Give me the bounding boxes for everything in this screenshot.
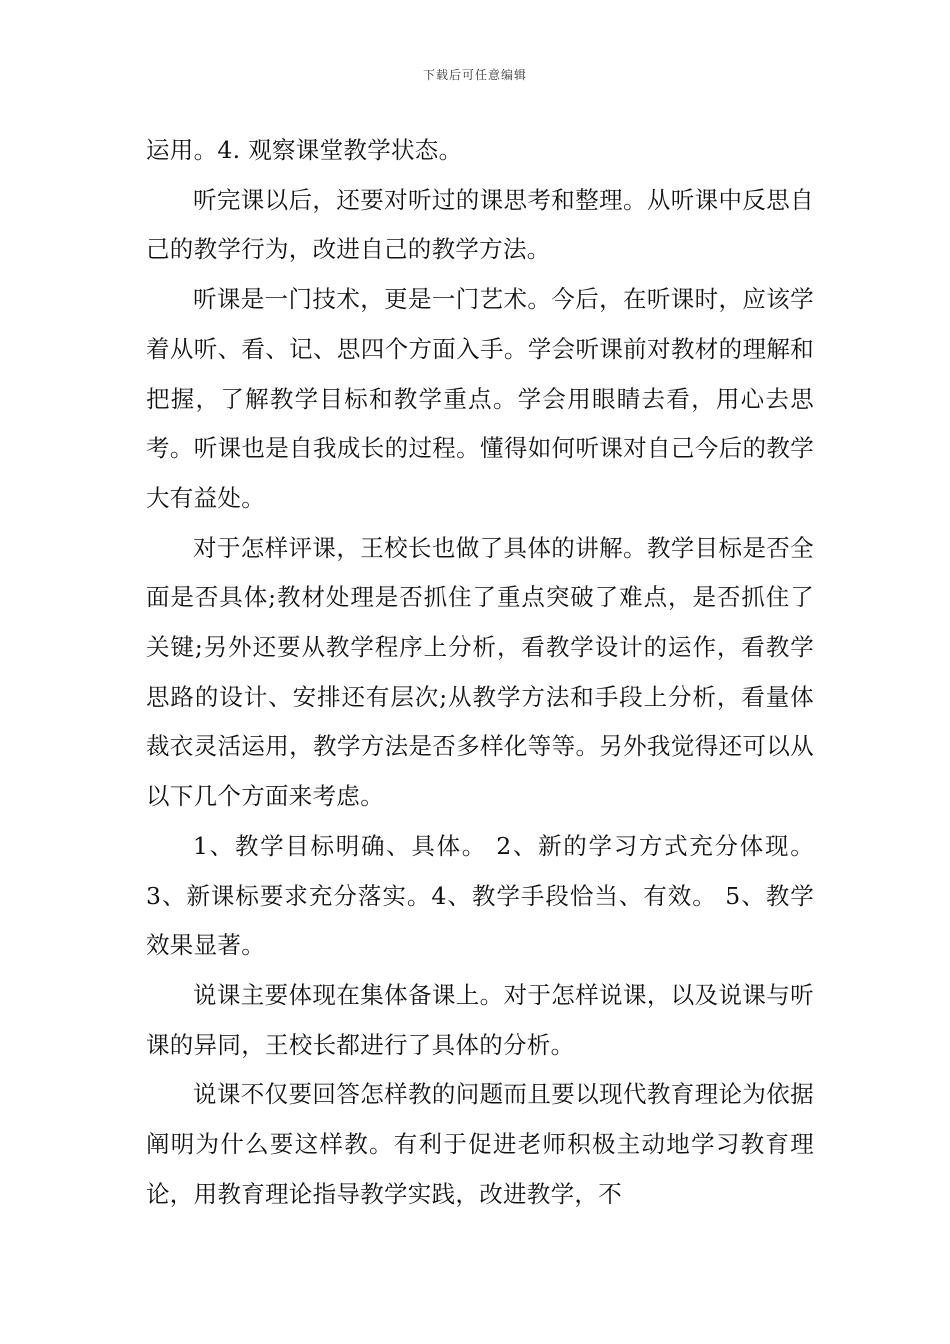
paragraph: 说课不仅要回答怎样教的问题而且要以现代教育理论为依据阐明为什么要这样教。有利于促进老师积极主动地学习教育理论，用教育理论指导教学实践，改进教学，不 [146, 1080, 814, 1208]
page-header-note: 下载后可任意编辑 [422, 68, 527, 82]
paragraph: 对于怎样评课，王校长也做了具体的讲解。教学目标是否全面是否具体;教材处理是否抓住了重点突破了难点，是否抓住了关键;另外还要从教学程序上分析，看教学设计的运作，看教学思路的设计、安排还有层次;从教学方法和手段上分析，看量体裁衣灵活运用，教学方法是否多样化等等。另外我觉得还可以从以下几个方面来考虑。 [146, 533, 814, 811]
paragraph: 听课是一门技术，更是一门艺术。今后，在听课时，应该学着从听、看、记、思四个方面入手。学会听课前对教材的理解和把握，了解教学目标和教学重点。学会用眼睛去看，用心去思考。听课也是自我成长的过程。懂得如何听课对自己今后的教学大有益处。 [146, 285, 814, 512]
paragraph: 说课主要体现在集体备课上。对于怎样说课，以及说课与听课的异同，王校长都进行了具体的分析。 [146, 980, 814, 1059]
paragraph: 1、教学目标明确、具体。 2、新的学习方式充分体现。3、新课标要求充分落实。4、教学手段恰当、有效。 5、教学效果显著。 [146, 831, 814, 960]
paragraph: 听完课以后，还要对听过的课思考和整理。从听课中反思自己的教学行为，改进自己的教学方法。 [146, 185, 814, 264]
document-body [146, 126, 814, 1219]
paragraph: 运用。4. 观察课堂教学状态。 [146, 136, 463, 164]
